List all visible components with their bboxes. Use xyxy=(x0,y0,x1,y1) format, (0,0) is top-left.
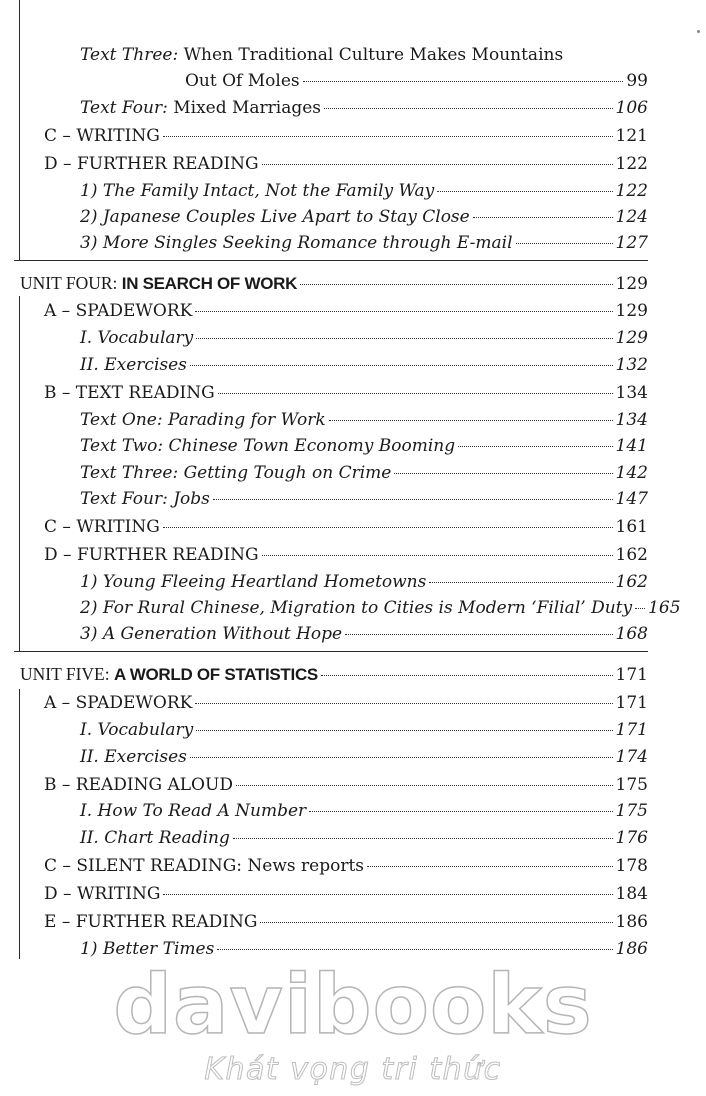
page-number: 99 xyxy=(626,71,648,91)
dot-leader xyxy=(190,757,613,758)
unit-prefix: UNIT FOUR: xyxy=(20,273,122,293)
toc-entry-label xyxy=(80,621,342,647)
dot-leader xyxy=(429,582,612,583)
dot-leader xyxy=(345,634,612,635)
toc-entry xyxy=(80,95,648,121)
page-number: 141 xyxy=(615,436,648,456)
entry-title: C – WRITING xyxy=(44,517,160,537)
dot-leader xyxy=(309,811,612,812)
entry-title: Text Four: Jobs xyxy=(80,489,210,509)
dot-leader xyxy=(303,81,624,82)
entry-title: B – READING ALOUD xyxy=(44,775,233,795)
toc-entry-label xyxy=(44,514,160,540)
entry-title: B – TEXT READING xyxy=(44,383,215,403)
section-divider xyxy=(14,260,648,261)
page-number: 184 xyxy=(615,884,648,904)
toc-entry xyxy=(80,407,648,433)
entry-title: D – FURTHER READING xyxy=(44,545,259,565)
dot-leader xyxy=(195,703,612,704)
dot-leader xyxy=(163,894,612,895)
page-number: 122 xyxy=(615,181,648,201)
toc-entry-label xyxy=(44,380,215,406)
toc-entry-label xyxy=(80,717,193,743)
page-number: 174 xyxy=(615,747,648,767)
toc-entry xyxy=(80,486,648,512)
dot-leader xyxy=(218,393,613,394)
dot-leader xyxy=(394,473,612,474)
page-number: 142 xyxy=(615,463,648,483)
dot-leader xyxy=(236,785,613,786)
toc-entry-label xyxy=(80,744,187,770)
page-number: 132 xyxy=(615,355,648,375)
toc-entry xyxy=(44,881,648,907)
toc-entry xyxy=(80,717,648,743)
entry-title: 1) Young Fleeing Heartland Hometowns xyxy=(80,572,427,592)
toc-entry xyxy=(80,352,648,378)
entry-title: 3) More Singles Seeking Romance through E-mail xyxy=(80,233,513,253)
toc-entry-label xyxy=(44,853,364,879)
toc-entry-label xyxy=(80,569,426,595)
page-number: 178 xyxy=(615,856,648,876)
toc-entry-label xyxy=(80,325,193,351)
entry-title: I. Vocabulary xyxy=(80,720,194,740)
unit-title: A WORLD OF STATISTICS xyxy=(113,665,318,684)
entry-title: C – SILENT READING: News reports xyxy=(44,856,365,876)
page-number: 129 xyxy=(615,328,648,348)
toc-entry-label xyxy=(44,298,192,324)
page-number: 161 xyxy=(615,517,648,537)
page-number: 168 xyxy=(615,624,648,644)
dot-leader xyxy=(516,243,613,244)
toc-entry xyxy=(80,204,648,230)
entry-title: Text Two: Chinese Town Economy Booming xyxy=(80,436,456,456)
toc-entry-label xyxy=(80,204,470,230)
toc-entry-label xyxy=(44,123,160,149)
unit-prefix: UNIT FIVE: xyxy=(20,664,114,684)
toc-entry xyxy=(80,325,648,351)
entry-title: II. Chart Reading xyxy=(80,828,230,848)
dot-leader xyxy=(196,338,612,339)
dot-leader xyxy=(324,108,613,109)
dot-leader xyxy=(329,420,613,421)
entry-title: 1) Better Times xyxy=(80,939,215,959)
toc-entry-label xyxy=(44,690,192,716)
entry-title: I. Vocabulary xyxy=(80,328,194,348)
toc-entry-label xyxy=(44,881,160,907)
dot-leader xyxy=(458,446,612,447)
text-title: Mixed Marriages xyxy=(173,98,322,118)
toc-entry xyxy=(80,178,648,204)
page-number: 124 xyxy=(615,207,648,227)
dot-leader xyxy=(217,949,612,950)
section-bracket xyxy=(19,0,20,260)
page-number: 176 xyxy=(615,828,648,848)
toc-entry xyxy=(44,690,648,716)
toc-entry xyxy=(80,744,648,770)
page-number: 186 xyxy=(615,939,648,959)
toc-entry xyxy=(185,68,648,94)
toc-entry-label xyxy=(80,95,321,121)
toc-entry xyxy=(44,298,648,324)
toc-unit-entry xyxy=(20,270,648,296)
dot-leader xyxy=(321,675,613,676)
toc-entry-label xyxy=(80,460,391,486)
entry-title: A – SPADEWORK xyxy=(44,693,193,713)
toc-entry-label xyxy=(80,486,210,512)
toc-entry-label xyxy=(185,68,300,94)
toc-entry xyxy=(44,151,648,177)
toc-entry xyxy=(80,569,648,595)
dot-leader xyxy=(213,499,613,500)
toc-entry xyxy=(80,433,648,459)
page-number: 171 xyxy=(615,720,648,740)
toc-entry-label xyxy=(20,270,297,297)
entry-title: E – FURTHER READING xyxy=(44,912,258,932)
toc-entry xyxy=(80,798,648,824)
entry-title: A – SPADEWORK xyxy=(44,301,193,321)
entry-title: 2) For Rural Chinese, Migration to Cities is Modern ‘Filial’ Duty xyxy=(80,598,633,618)
toc-entry xyxy=(80,595,681,621)
page-number: 122 xyxy=(615,154,648,174)
page-number: 162 xyxy=(615,572,648,592)
page-number: 165 xyxy=(648,598,681,618)
entry-title: Text Four: xyxy=(80,98,174,118)
toc-entry xyxy=(44,853,648,879)
toc-entry xyxy=(80,825,648,851)
entry-title: II. Exercises xyxy=(80,355,187,375)
entry-title: Text Three: Getting Tough on Crime xyxy=(80,463,392,483)
dot-leader xyxy=(367,866,613,867)
page-speck xyxy=(697,30,700,33)
toc-entry xyxy=(80,460,648,486)
page-number: 129 xyxy=(615,274,648,294)
toc-entry xyxy=(80,42,648,68)
toc-entry xyxy=(44,123,648,149)
toc-entry xyxy=(80,230,648,256)
dot-leader xyxy=(196,730,612,731)
dot-leader xyxy=(262,164,613,165)
entry-title: I. How To Read A Number xyxy=(80,801,307,821)
dot-leader xyxy=(635,608,645,609)
toc-unit-entry xyxy=(20,661,648,687)
page-number: 106 xyxy=(615,98,648,118)
toc-entry xyxy=(44,380,648,406)
toc-entry-label xyxy=(80,433,455,459)
page-number: 175 xyxy=(615,801,648,821)
entry-title: II. Exercises xyxy=(80,747,187,767)
dot-leader xyxy=(163,136,613,137)
page-number: 171 xyxy=(615,693,648,713)
page-number: 129 xyxy=(615,301,648,321)
toc-entry-label xyxy=(44,542,259,568)
toc-entry xyxy=(44,542,648,568)
section-bracket xyxy=(19,296,20,651)
toc-entry xyxy=(44,772,648,798)
page-number: 134 xyxy=(615,410,648,430)
toc-entry-label xyxy=(20,661,318,688)
toc-entry-label xyxy=(80,407,326,433)
unit-title: IN SEARCH OF WORK xyxy=(121,274,298,293)
toc-entry-label xyxy=(44,909,257,935)
toc-entry-label xyxy=(80,178,434,204)
toc-entry-label xyxy=(80,595,632,621)
entry-title: 3) A Generation Without Hope xyxy=(80,624,343,644)
entry-title: D – FURTHER READING xyxy=(44,154,259,174)
text-title: When Traditional Culture Makes Mountains xyxy=(183,45,564,65)
toc-entry xyxy=(44,909,648,935)
dot-leader xyxy=(262,555,613,556)
toc-entry-label xyxy=(44,151,259,177)
dot-leader xyxy=(233,838,613,839)
toc-entry-label xyxy=(80,825,230,851)
section-divider xyxy=(14,651,648,652)
section-bracket xyxy=(19,689,20,959)
watermark-tagline: Khát vọng tri thức xyxy=(204,1052,502,1087)
toc-entry-label xyxy=(44,772,233,798)
dot-leader xyxy=(195,311,612,312)
toc-entry-label xyxy=(80,352,187,378)
toc-entry-label xyxy=(80,230,513,256)
page-number: 186 xyxy=(615,912,648,932)
page-number: 175 xyxy=(615,775,648,795)
entry-title: 1) The Family Intact, Not the Family Way xyxy=(80,181,435,201)
page-number: 162 xyxy=(615,545,648,565)
toc-entry-label xyxy=(80,798,306,824)
dot-leader xyxy=(300,284,612,285)
dot-leader xyxy=(163,527,613,528)
entry-title: Out Of Moles xyxy=(185,71,300,91)
dot-leader xyxy=(473,217,613,218)
page-number: 171 xyxy=(615,665,648,685)
entry-title: D – WRITING xyxy=(44,884,161,904)
entry-title: Text Three: xyxy=(80,45,184,65)
toc-entry xyxy=(44,514,648,540)
dot-leader xyxy=(260,922,612,923)
page-number: 134 xyxy=(615,383,648,403)
entry-title: 2) Japanese Couples Live Apart to Stay Close xyxy=(80,207,470,227)
toc-entry-label xyxy=(80,42,563,68)
watermark-brand: davibooks xyxy=(113,958,593,1053)
dot-leader xyxy=(190,365,613,366)
toc-entry xyxy=(80,621,648,647)
dot-leader xyxy=(437,191,612,192)
page-number: 127 xyxy=(615,233,648,253)
page-number: 121 xyxy=(615,126,648,146)
entry-title: Text One: Parading for Work xyxy=(80,410,326,430)
entry-title: C – WRITING xyxy=(44,126,160,146)
page-number: 147 xyxy=(615,489,648,509)
